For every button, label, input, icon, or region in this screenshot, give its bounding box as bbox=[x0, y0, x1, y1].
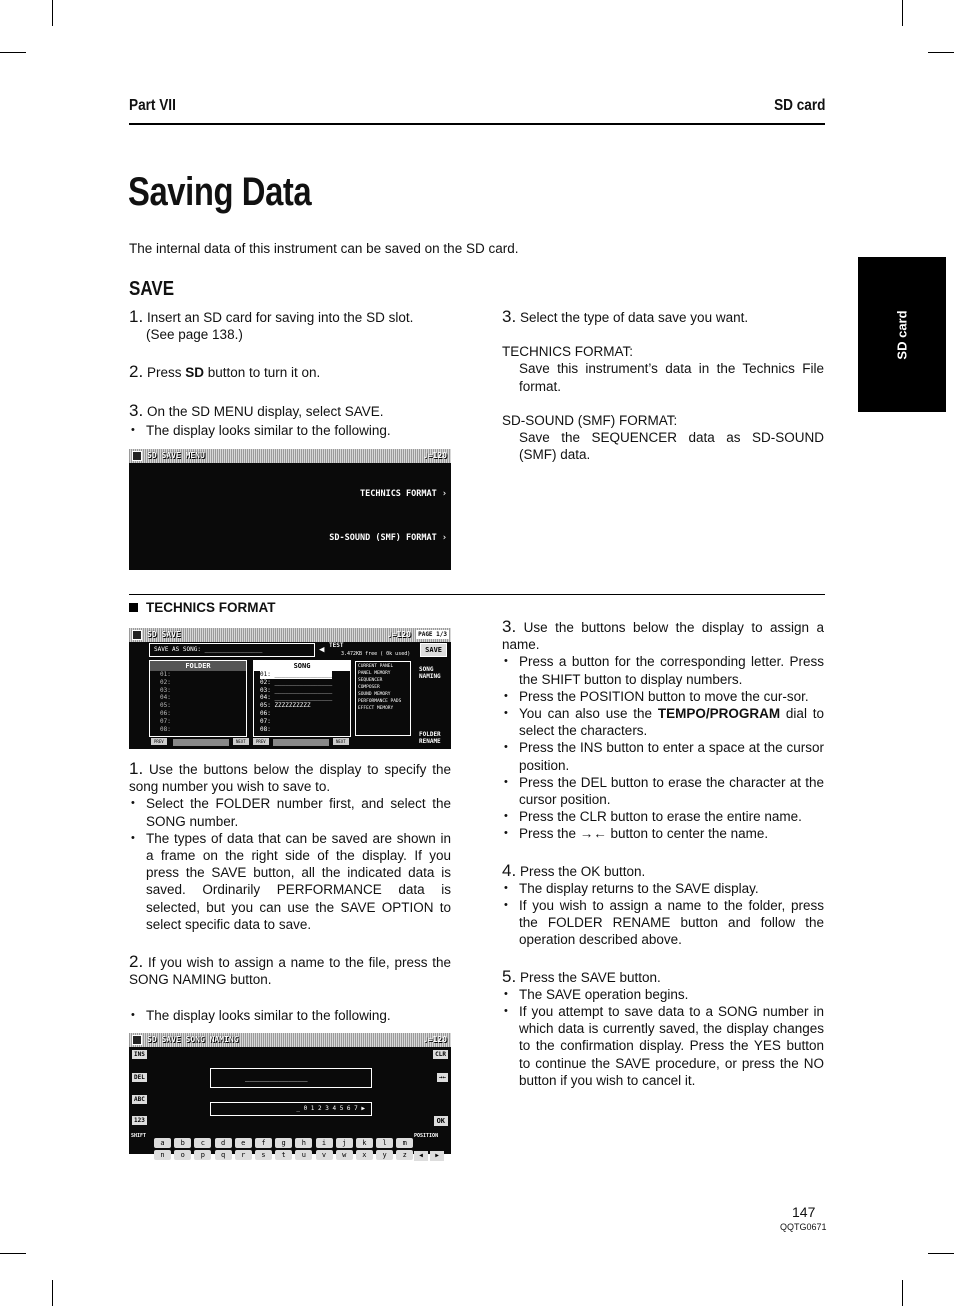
crop-mark bbox=[928, 52, 954, 53]
technics-right-column bbox=[502, 618, 824, 1089]
bullet: • Press the INS button to enter a space at the cursor position. bbox=[502, 739, 824, 773]
song-naming-screen bbox=[129, 1033, 451, 1159]
technics-format-option[interactable]: TECHNICS FORMAT › bbox=[359, 489, 447, 499]
technics-left-column bbox=[129, 760, 451, 1025]
bullet: • The types of data that can be saved are shown in a frame on the right side of the display. If you press the SAVE button, all the indicated data is saved. Ordinarily PERFORMANCE data is selected, but you can use the SAVE OPTION to select specific data to save. bbox=[129, 830, 451, 933]
section-divider bbox=[129, 594, 825, 595]
song-row[interactable]: 03: ________________ bbox=[260, 686, 333, 694]
save-right-column bbox=[502, 308, 824, 463]
page-indicator: PAGE 1/3 bbox=[418, 631, 447, 638]
screen-title-bar: SD SAVE SONG NAMING bbox=[129, 1033, 451, 1047]
position-arrows bbox=[414, 1142, 444, 1161]
key-b[interactable]: b bbox=[174, 1138, 191, 1148]
page-title: Saving Data bbox=[128, 170, 312, 214]
key-a[interactable]: a bbox=[154, 1138, 171, 1148]
crop-mark bbox=[928, 1253, 954, 1254]
save-left-column bbox=[129, 308, 451, 439]
folder-header: FOLDER bbox=[150, 661, 246, 671]
smf-text: Save the SEQUENCER data as SD-SOUND (SMF) data. bbox=[519, 430, 824, 463]
del-button[interactable]: DEL bbox=[134, 1074, 145, 1081]
ins-button[interactable]: INS bbox=[134, 1051, 145, 1058]
crop-mark bbox=[0, 52, 26, 53]
crop-mark bbox=[52, 0, 53, 26]
mode-icon bbox=[132, 1035, 142, 1045]
data-type-item: SEQUENCER bbox=[358, 678, 383, 683]
save-heading: SAVE bbox=[129, 278, 175, 300]
smf-label: SD-SOUND (SMF) FORMAT: bbox=[502, 412, 678, 428]
crop-mark bbox=[52, 1280, 53, 1306]
bullet: • The display returns to the SAVE display. bbox=[502, 880, 824, 897]
step: 2. If you wish to assign a name to the file, press the SONG NAMING button. bbox=[129, 952, 451, 988]
key-p[interactable]: p bbox=[194, 1150, 211, 1160]
key-q[interactable]: q bbox=[215, 1150, 232, 1160]
key-c[interactable]: c bbox=[194, 1138, 211, 1148]
key-g[interactable]: g bbox=[275, 1138, 292, 1148]
section-title: TECHNICS FORMAT bbox=[129, 600, 276, 615]
folder-row[interactable]: 08: bbox=[160, 725, 171, 733]
crop-mark bbox=[902, 1280, 903, 1306]
folder-row[interactable]: 06: bbox=[160, 709, 171, 717]
folder-row[interactable]: 04: bbox=[160, 694, 171, 702]
bullet: • Select the FOLDER number first, and select the SONG number. bbox=[129, 795, 451, 829]
next-button[interactable]: NEXT bbox=[233, 738, 249, 745]
key-r[interactable]: r bbox=[235, 1150, 252, 1160]
header-rule bbox=[129, 123, 825, 125]
prev-button[interactable]: PREV bbox=[253, 738, 269, 745]
folder-row[interactable]: 01: bbox=[160, 671, 171, 678]
numeric-button[interactable]: 123 bbox=[134, 1117, 145, 1124]
crop-mark bbox=[902, 0, 903, 26]
folder-row[interactable]: 03: bbox=[160, 686, 171, 694]
bullet: • Press the DEL button to erase the character at the cursor position. bbox=[502, 774, 824, 808]
key-z[interactable]: z bbox=[396, 1150, 413, 1160]
shift-label[interactable]: SHIFT bbox=[131, 1133, 147, 1139]
data-type-item: PERFORMANCE PADS bbox=[358, 699, 402, 704]
bullet: • The SAVE operation begins. bbox=[502, 986, 824, 1003]
song-row[interactable]: 01: ________________ bbox=[260, 671, 333, 678]
save-button[interactable]: SAVE bbox=[420, 643, 447, 657]
data-type-item: COMPOSER bbox=[358, 685, 380, 690]
sd-save-menu-screen bbox=[129, 449, 451, 570]
song-row[interactable]: 04: ________________ bbox=[260, 694, 333, 702]
step: 4. Press the OK button. bbox=[502, 860, 646, 880]
key-u[interactable]: u bbox=[295, 1150, 312, 1160]
center-button[interactable]: →← bbox=[438, 1074, 446, 1081]
step: 1. Use the buttons below the display to specify the song number you wish to save to. bbox=[129, 759, 451, 795]
position-label[interactable]: POSITION bbox=[414, 1133, 439, 1139]
key-n[interactable]: n bbox=[154, 1150, 171, 1160]
song-scroll-bar[interactable] bbox=[273, 739, 329, 746]
sd-sound-format-option[interactable]: SD-SOUND (SMF) FORMAT › bbox=[329, 533, 447, 543]
next-button[interactable]: NEXT bbox=[333, 738, 349, 745]
folder-row[interactable]: 02: bbox=[160, 678, 171, 686]
screen-title-bar: SD SAVE MENU bbox=[129, 449, 451, 463]
keyboard-row bbox=[154, 1142, 416, 1161]
song-row[interactable]: 02: ________________ bbox=[260, 678, 333, 686]
key-s[interactable]: s bbox=[255, 1150, 272, 1160]
header-part: Part VII bbox=[129, 97, 176, 114]
song-row[interactable]: 05: ZZZZZZZZZZ bbox=[260, 702, 311, 710]
data-type-item: CURRENT PANEL bbox=[358, 664, 394, 669]
step: 2. Press SD button to turn it on. bbox=[129, 362, 321, 382]
crop-mark bbox=[0, 1253, 26, 1254]
bullet: • Press the POSITION button to move the cur-sor. bbox=[502, 688, 824, 705]
save-as-field[interactable]: SAVE AS SONG: ________________ bbox=[149, 643, 315, 657]
tempo-display: ♩=120 bbox=[386, 630, 411, 639]
key-h[interactable]: h bbox=[295, 1138, 312, 1148]
square-bullet-icon bbox=[129, 603, 138, 612]
data-type-item: EFFECT MEMORY bbox=[358, 706, 394, 711]
song-panel[interactable] bbox=[253, 660, 351, 737]
tempo-display: ♩=120 bbox=[422, 451, 447, 460]
folder-scroll-bar[interactable] bbox=[173, 739, 229, 746]
key-f[interactable]: f bbox=[255, 1138, 272, 1148]
song-row[interactable]: 06: bbox=[260, 709, 271, 717]
key-l[interactable]: l bbox=[376, 1138, 393, 1148]
abc-button[interactable]: ABC bbox=[134, 1096, 145, 1103]
side-tab bbox=[858, 257, 946, 412]
song-naming-button[interactable]: SONG NAMING bbox=[419, 666, 441, 680]
bullet: • Press a button for the corresponding letter. Press the SHIFT button to display numbers. bbox=[502, 653, 824, 687]
bullet: • You can also use the TEMPO/PROGRAM dial to select the characters. bbox=[502, 705, 824, 739]
folder-list[interactable] bbox=[150, 671, 246, 733]
position-field[interactable]: _ 0 1 2 3 4 5 6 7 ▶ bbox=[210, 1102, 372, 1116]
step: 5. Press the SAVE button. bbox=[502, 966, 661, 986]
step: 1. Insert an SD card for saving into the SD slot. bbox=[129, 307, 414, 326]
intro-text: The internal data of this instrument can be saved on the SD card. bbox=[129, 241, 519, 256]
step: 3. Select the type of data save you want. bbox=[502, 307, 749, 326]
header-section: SD card bbox=[773, 97, 825, 114]
step: 3. Use the buttons below the display to assign a name. bbox=[502, 617, 824, 653]
key-v[interactable]: v bbox=[316, 1150, 333, 1160]
side-tab-label: SD card bbox=[894, 310, 910, 360]
prev-button[interactable]: PREV bbox=[151, 738, 167, 745]
tf-label: TECHNICS FORMAT: bbox=[502, 344, 633, 360]
data-type-item: PANEL MEMORY bbox=[358, 671, 391, 676]
key-e[interactable]: e bbox=[235, 1138, 252, 1148]
key-i[interactable]: i bbox=[316, 1138, 333, 1148]
key-t[interactable]: t bbox=[275, 1150, 292, 1160]
key-d[interactable]: d bbox=[215, 1138, 232, 1148]
bullet: • If you wish to assign a name to the folder, press the FOLDER RENAME button and follow the operation described above. bbox=[502, 897, 824, 949]
screen-title-bar: SD SAVE bbox=[129, 628, 451, 642]
folder-panel[interactable] bbox=[149, 660, 247, 737]
step: 3. On the SD MENU display, select SAVE. bbox=[129, 400, 384, 420]
page-number: 147 bbox=[792, 1204, 816, 1220]
folder-rename-button[interactable]: FOLDER RENAME bbox=[419, 731, 441, 745]
data-type-frame bbox=[355, 661, 411, 736]
bullet: • Press the →← button to center the name. bbox=[502, 825, 824, 842]
folder-row[interactable]: 07: bbox=[160, 717, 171, 725]
tempo-display: ♩=120 bbox=[422, 1035, 447, 1044]
key-x[interactable]: x bbox=[356, 1150, 373, 1160]
test-arrow-icon[interactable]: ◀ bbox=[319, 645, 325, 655]
arrow-right-icon[interactable]: ▶ bbox=[430, 1151, 444, 1161]
clr-button[interactable]: CLR bbox=[435, 1051, 446, 1058]
bullet: • If you attempt to save data to a SONG number in which data is currently saved, the display changes to the confirmation display. Press the YES button to continue the SAVE procedure, or press the NO button if you wish to cancel it. bbox=[502, 1003, 824, 1089]
tf-text: Save this instrument’s data in the Technics File format. bbox=[519, 361, 824, 394]
ok-button[interactable]: OK bbox=[434, 1116, 448, 1126]
bullet: • The display looks similar to the following. bbox=[129, 422, 451, 439]
bullet: • Press the CLR button to erase the entire name. bbox=[502, 808, 824, 825]
key-w[interactable]: w bbox=[336, 1150, 353, 1160]
key-j[interactable]: j bbox=[336, 1138, 353, 1148]
step-cont: (See page 138.) bbox=[146, 327, 243, 343]
arrow-left-icon[interactable]: ◀ bbox=[414, 1151, 428, 1161]
key-o[interactable]: o bbox=[174, 1150, 191, 1160]
song-header: SONG bbox=[254, 661, 350, 671]
test-label: TEST bbox=[329, 642, 344, 649]
data-type-item: SOUND MEMORY bbox=[358, 692, 391, 697]
sd-save-screen bbox=[129, 628, 451, 749]
doc-code: QQTG0671 bbox=[780, 1222, 827, 1232]
song-row[interactable]: 08: bbox=[260, 725, 271, 733]
key-k[interactable]: k bbox=[356, 1138, 373, 1148]
free-space: 3.472KB free ( 0k used) bbox=[341, 651, 411, 657]
folder-row[interactable]: 05: bbox=[160, 702, 171, 710]
song-list[interactable] bbox=[254, 671, 350, 733]
key-y[interactable]: y bbox=[376, 1150, 393, 1160]
bottom-button-row bbox=[149, 738, 451, 748]
mode-icon bbox=[132, 630, 142, 640]
key-m[interactable]: m bbox=[396, 1138, 413, 1148]
name-field[interactable]: _____________ bbox=[210, 1068, 372, 1088]
song-row[interactable]: 07: bbox=[260, 717, 271, 725]
mode-icon bbox=[132, 451, 142, 461]
bullet: • The display looks similar to the following. bbox=[129, 1007, 451, 1024]
